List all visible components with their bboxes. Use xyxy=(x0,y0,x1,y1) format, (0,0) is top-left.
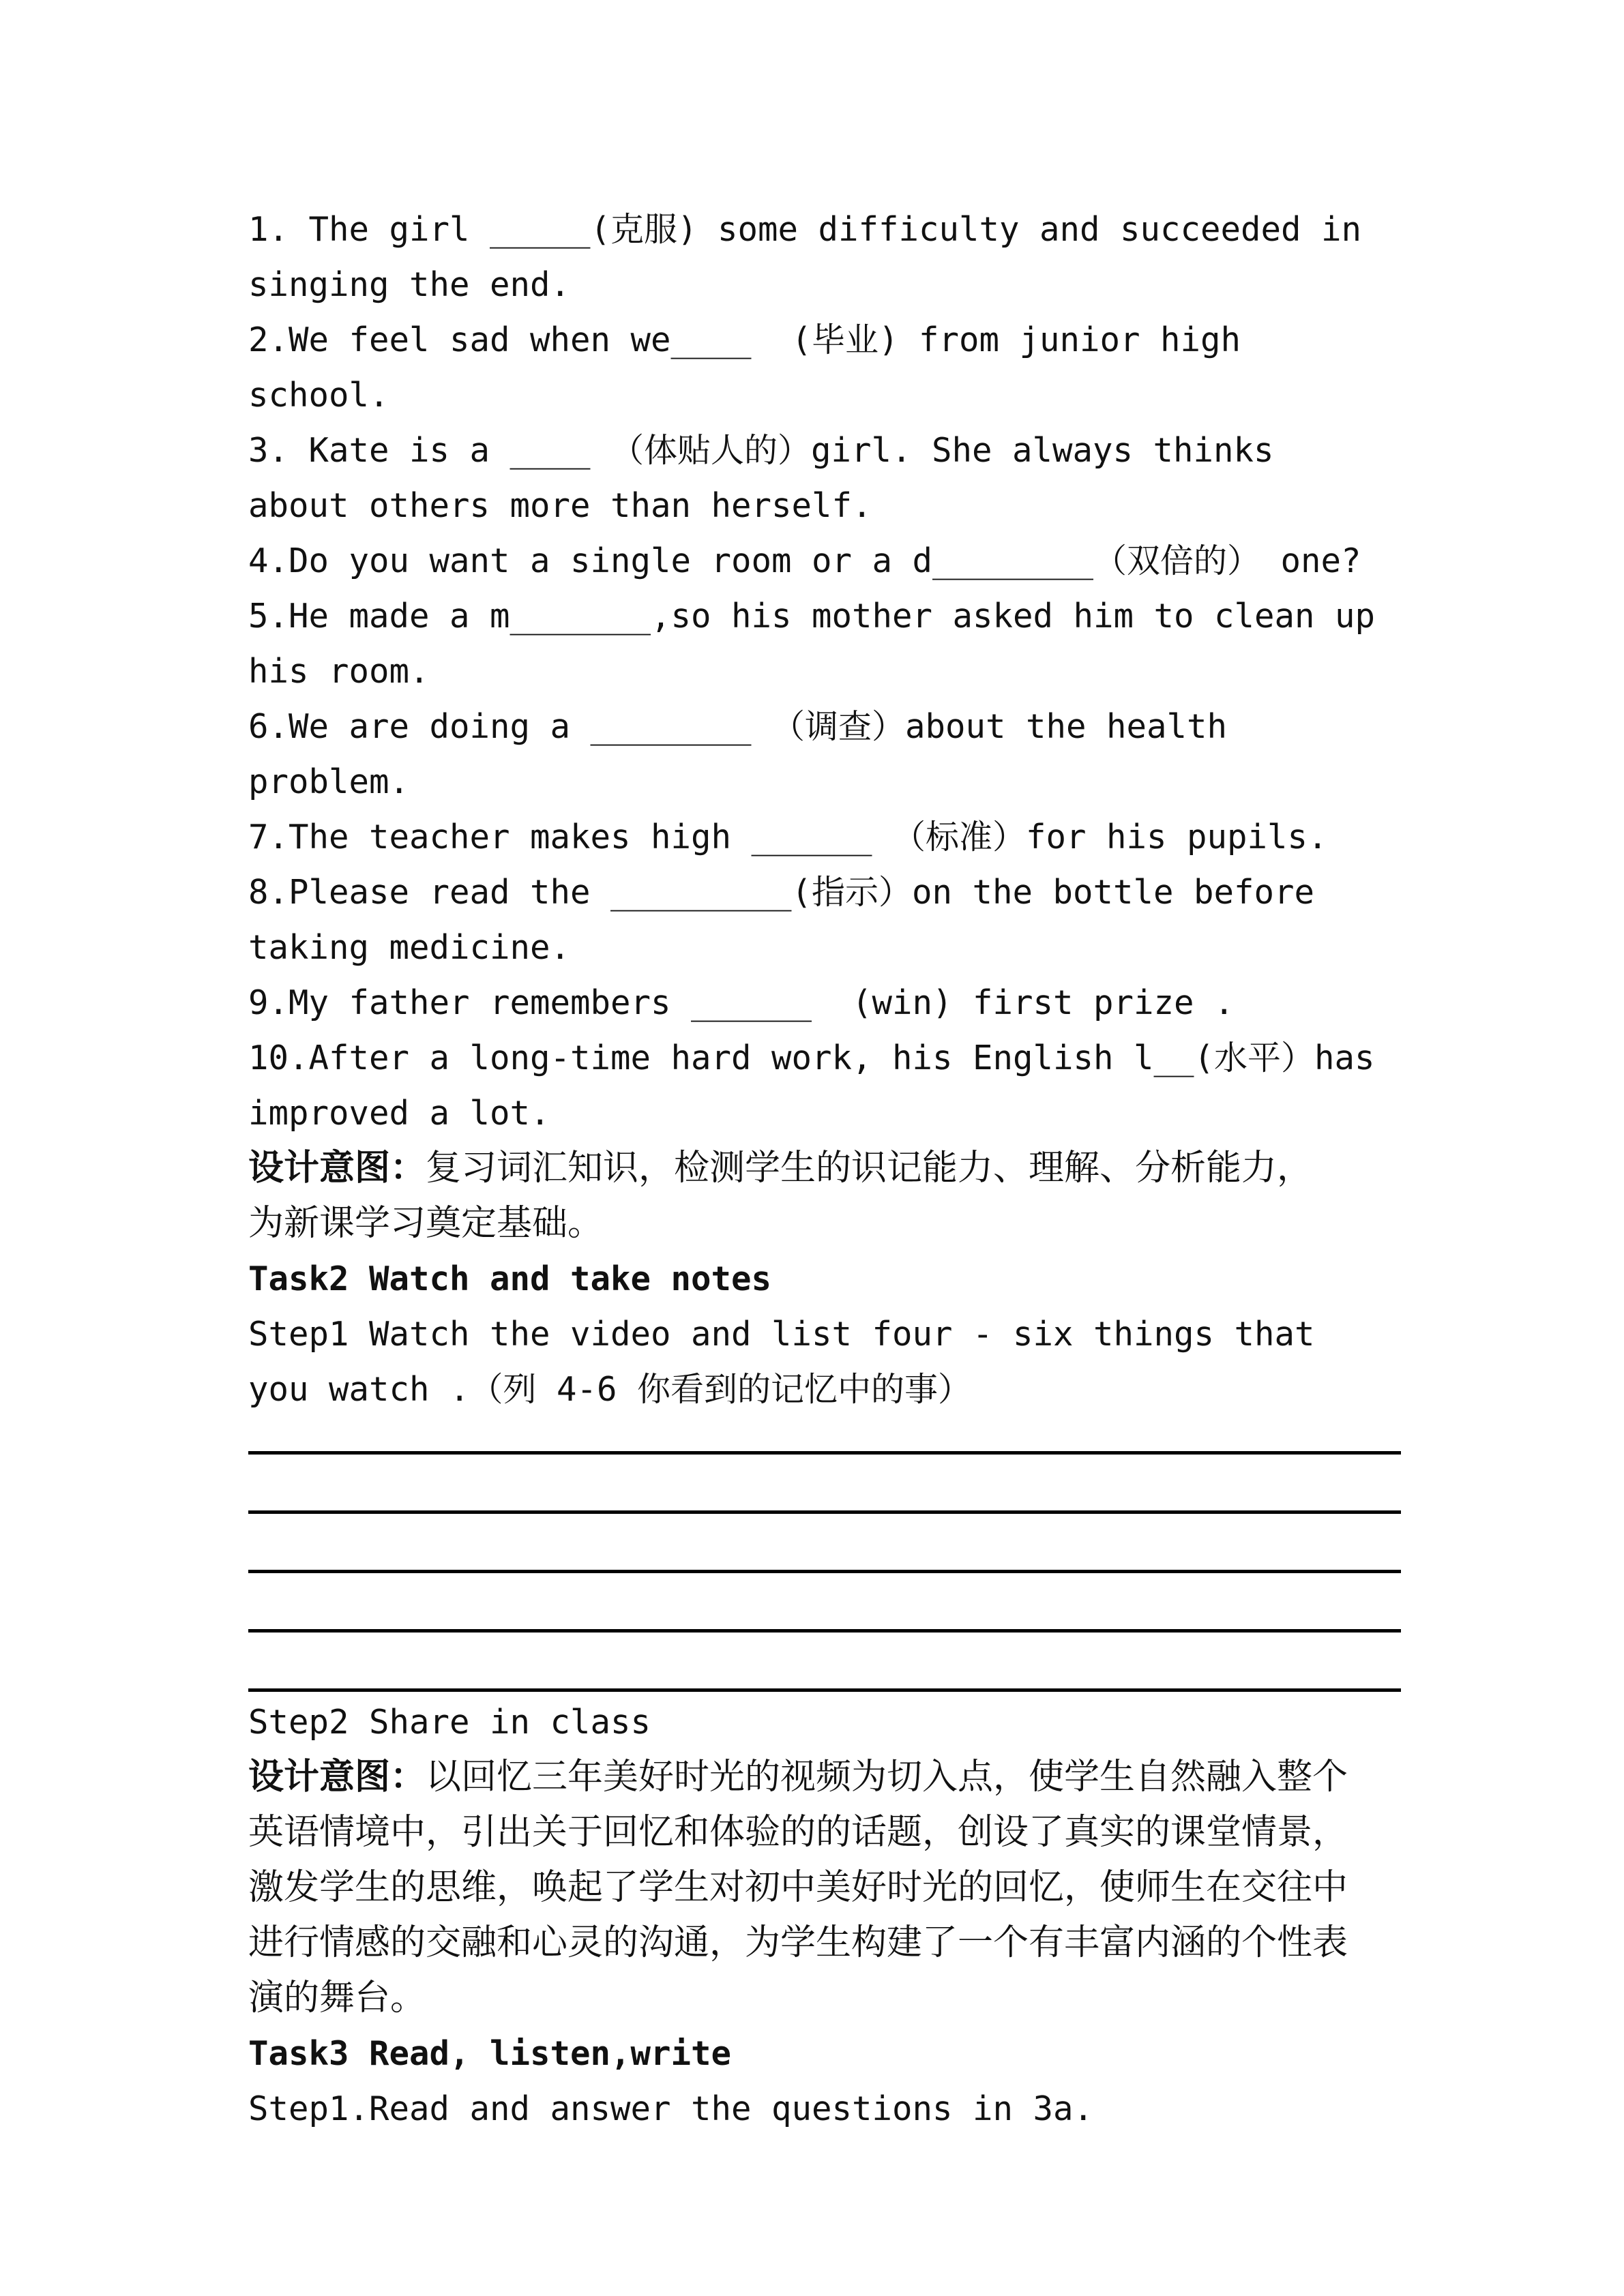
note-line[interactable] xyxy=(248,1510,1401,1514)
design-intent-label: 设计意图： xyxy=(248,1148,426,1189)
task3-step1: Step1.Read and answer the questions in 3a. xyxy=(248,2089,1094,2128)
task2-heading: Task2 Watch and take notes xyxy=(248,1259,772,1298)
design-intent-text: 复习词汇知识，检测学生的识记能力、理解、分析能力，为新课学习奠定基础。 xyxy=(248,1148,1313,1244)
exercise-7: 7.The teacher makes high ______ （标准）for his pupils. xyxy=(248,818,1328,856)
exercise-9: 9.My father remembers ______ (win) first prize . xyxy=(248,983,1235,1022)
design-intent-1 xyxy=(248,1141,1340,1251)
note-line[interactable] xyxy=(248,1688,1401,1692)
note-line[interactable] xyxy=(248,1451,1401,1455)
design-intent-label: 设计意图： xyxy=(248,1757,426,1798)
exercise-3: 3. Kate is a ____ （体贴人的）girl. She always thinks about others more than herself. xyxy=(248,431,1295,525)
exercise-1: 1. The girl _____(克服) some difficulty and succeeded in singing the end. xyxy=(248,210,1382,304)
task3-heading: Task3 Read, listen,write xyxy=(248,2034,732,2073)
task2-step2: Step2 Share in class xyxy=(248,1703,651,1742)
design-intent-text: 以回忆三年美好时光的视频为切入点，使学生自然融入整个英语情境中，引出关于回忆和体验的的话题，创设了真实的课堂情景，激发学生的思维，唤起了学生对初中美好时光的回忆，使师生在交往中进行情感的交融和心灵的沟通，为学生构建了一个有丰富内涵的个性表演的舞台。 xyxy=(248,1757,1348,2018)
task2-step1: Step1 Watch the video and list four - six things that you watch .（列 4-6 你看到的记忆中的事） xyxy=(248,1315,1335,1409)
exercise-2: 2.We feel sad when we____ (毕业) from junior high school. xyxy=(248,320,1261,415)
exercise-6: 6.We are doing a ________ （调查）about the health problem. xyxy=(248,707,1247,801)
worksheet-page xyxy=(248,202,1394,2136)
exercise-10: 10.After a long-time hard work, his English l__(水平）has improved a lot. xyxy=(248,1039,1396,1133)
exercise-5: 5.He made a m_______,so his mother asked him to clean up his room. xyxy=(248,597,1396,691)
note-line[interactable] xyxy=(248,1629,1401,1632)
note-lines xyxy=(248,1451,1394,1692)
note-line[interactable] xyxy=(248,1570,1401,1573)
exercise-4: 4.Do you want a single room or a d________（双倍的） one? xyxy=(248,541,1361,580)
design-intent-2 xyxy=(248,1750,1374,2026)
exercise-8: 8.Please read the _________(指示）on the bottle before taking medicine. xyxy=(248,873,1335,967)
